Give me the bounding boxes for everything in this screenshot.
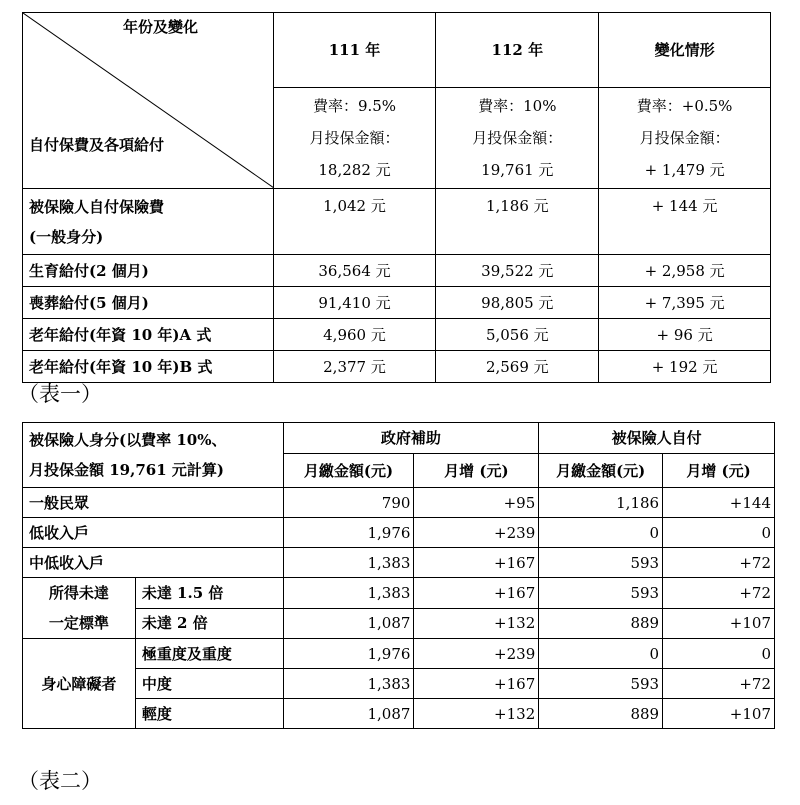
col-header-change: 變化情形 <box>599 13 771 88</box>
self-amount: 593 <box>539 669 663 699</box>
table-row <box>23 548 775 578</box>
rate-cell-111 <box>273 88 436 189</box>
value-111: 2,377 元 <box>273 351 436 383</box>
row-label: 老年給付(年資 10 年)A 式 <box>23 319 274 351</box>
table-row <box>23 255 771 287</box>
gov-increase: +132 <box>414 699 539 729</box>
gov-increase: +239 <box>414 639 539 669</box>
gov-increase: +239 <box>414 518 539 548</box>
gov-amount: 1,087 <box>283 608 414 639</box>
insured-amount-label: 月投保金額： <box>472 129 563 147</box>
table-row <box>23 578 775 609</box>
sub-header-gov-amount: 月繳金額(元) <box>283 454 414 488</box>
table2-corner-cell <box>23 423 284 488</box>
row-label: 一般民眾 <box>23 488 284 518</box>
diagonal-line <box>23 13 274 188</box>
sub-header-self-amount: 月繳金額(元) <box>539 454 663 488</box>
rate-text: 費率：10% <box>478 97 557 115</box>
row-label: 中度 <box>135 669 283 699</box>
row-label: 老年給付(年資 10 年)B 式 <box>23 351 274 383</box>
row-label: 低收入戶 <box>23 518 284 548</box>
self-amount: 889 <box>539 608 663 639</box>
gov-amount: 1,087 <box>283 699 414 729</box>
gov-increase: +167 <box>414 548 539 578</box>
row-label: 中低收入戶 <box>23 548 284 578</box>
self-increase: +144 <box>663 488 775 518</box>
table-row <box>23 287 771 319</box>
group-label-line: 一定標準 <box>48 614 109 632</box>
gov-increase: +132 <box>414 608 539 639</box>
row-label: 喪葬給付(5 個月) <box>23 287 274 319</box>
value-112: 5,056 元 <box>436 319 599 351</box>
self-amount: 593 <box>539 578 663 609</box>
self-amount: 0 <box>539 518 663 548</box>
gov-amount: 1,976 <box>283 639 414 669</box>
value-111: 4,960 元 <box>273 319 436 351</box>
row-label-line: (一般身分) <box>29 228 104 246</box>
table-row <box>23 488 775 518</box>
self-increase: 0 <box>663 639 775 669</box>
rate-text: 費率：9.5% <box>312 97 397 115</box>
group-header-government: 政府補助 <box>283 423 539 454</box>
row-label: 未達 1.5 倍 <box>135 578 283 609</box>
value-112: 1,186 元 <box>436 189 599 255</box>
gov-amount: 790 <box>283 488 414 518</box>
subsidy-table <box>22 422 775 729</box>
table2-caption: （表二） <box>18 769 102 793</box>
row-label: 極重度及重度 <box>135 639 283 669</box>
insured-amount-value: 19,761 元 <box>481 161 554 179</box>
table-row <box>23 639 775 669</box>
self-increase: +72 <box>663 669 775 699</box>
sub-header-gov-increase: 月增 (元) <box>414 454 539 488</box>
gov-amount: 1,383 <box>283 669 414 699</box>
corner-line: 被保險人身分(以費率 10%、 <box>29 431 227 449</box>
income-group-label <box>23 578 136 639</box>
self-increase: +72 <box>663 578 775 609</box>
table-row <box>23 351 771 383</box>
insured-amount-label: 月投保金額： <box>639 129 730 147</box>
premium-comparison-table <box>22 12 771 383</box>
insured-amount-value: 18,282 元 <box>318 161 391 179</box>
group-header-self-paid: 被保險人自付 <box>539 423 775 454</box>
value-111: 36,564 元 <box>273 255 436 287</box>
self-amount: 889 <box>539 699 663 729</box>
table-row <box>23 189 771 255</box>
gov-amount: 1,383 <box>283 548 414 578</box>
insured-amount-value: + 1,479 元 <box>644 161 725 179</box>
table-row <box>23 608 775 639</box>
value-111: 1,042 元 <box>273 189 436 255</box>
value-change: + 96 元 <box>599 319 771 351</box>
col-header-111: 111 年 <box>273 13 436 88</box>
gov-increase: +167 <box>414 578 539 609</box>
self-increase: 0 <box>663 518 775 548</box>
row-label-line: 被保險人自付保險費 <box>29 198 165 216</box>
self-increase: +72 <box>663 548 775 578</box>
group-label-line: 所得未達 <box>48 584 109 602</box>
gov-increase: +95 <box>414 488 539 518</box>
table1-corner-cell <box>23 13 274 189</box>
gov-increase: +167 <box>414 669 539 699</box>
gov-amount: 1,976 <box>283 518 414 548</box>
table1-corner-bottom: 自付保費及各項給付 <box>29 136 165 154</box>
value-112: 39,522 元 <box>436 255 599 287</box>
rate-cell-change <box>599 88 771 189</box>
value-change: + 7,395 元 <box>599 287 771 319</box>
self-increase: +107 <box>663 699 775 729</box>
self-increase: +107 <box>663 608 775 639</box>
self-amount: 0 <box>539 639 663 669</box>
table-row <box>23 319 771 351</box>
self-amount: 593 <box>539 548 663 578</box>
value-111: 91,410 元 <box>273 287 436 319</box>
table-row <box>23 699 775 729</box>
self-amount: 1,186 <box>539 488 663 518</box>
table1-corner-top: 年份及變化 <box>123 18 199 36</box>
col-header-112: 112 年 <box>436 13 599 88</box>
value-112: 2,569 元 <box>436 351 599 383</box>
rate-cell-112 <box>436 88 599 189</box>
value-change: + 192 元 <box>599 351 771 383</box>
sub-header-self-increase: 月增 (元) <box>663 454 775 488</box>
value-112: 98,805 元 <box>436 287 599 319</box>
rate-text: 費率：+0.5% <box>636 97 733 115</box>
value-change: + 144 元 <box>599 189 771 255</box>
row-label <box>23 189 274 255</box>
value-change: + 2,958 元 <box>599 255 771 287</box>
row-label: 生育給付(2 個月) <box>23 255 274 287</box>
table-row <box>23 518 775 548</box>
row-label: 輕度 <box>135 699 283 729</box>
row-label: 未達 2 倍 <box>135 608 283 639</box>
disability-group-label: 身心障礙者 <box>23 639 136 729</box>
corner-line: 月投保金額 19,761 元計算) <box>29 461 224 479</box>
table1-caption: （表一） <box>18 382 102 406</box>
gov-amount: 1,383 <box>283 578 414 609</box>
table-row <box>23 669 775 699</box>
insured-amount-label: 月投保金額： <box>309 129 400 147</box>
